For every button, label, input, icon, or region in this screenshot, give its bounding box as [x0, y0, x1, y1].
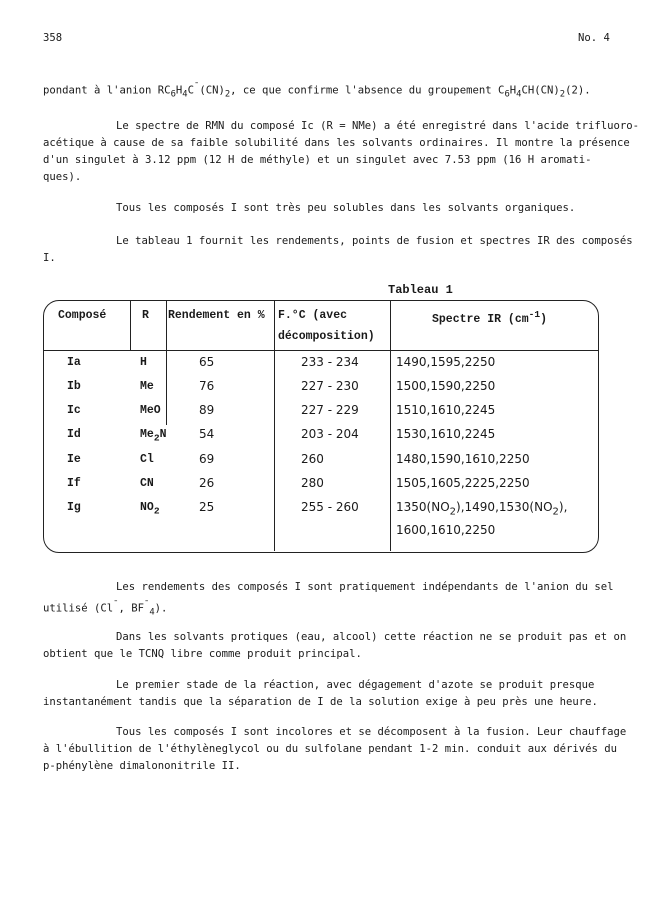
paragraph-6-line-1: Dans les solvants protiques (eau, alcool) cette réaction ne se produit pas et on — [116, 631, 627, 643]
text-span: utilisé (Cl — [43, 602, 114, 615]
subscript: 2 — [559, 89, 566, 100]
text-span: N — [159, 428, 167, 441]
text-span: ). — [154, 602, 168, 615]
cell-ir — [396, 500, 567, 517]
paragraph-8-line-1: Tous les composés I sont incolores et se décomposent à la fusion. Leur chauffage — [116, 726, 627, 738]
subscript: 4 — [516, 89, 522, 100]
paragraph-4-line-2: I. — [43, 252, 56, 264]
text-span: H — [175, 84, 183, 97]
paragraph-6-line-2: obtient que le TCNQ libre comme produit principal. — [43, 648, 362, 660]
cell-r: Me — [140, 380, 154, 393]
cell-ir: 1500,1590,2250 — [396, 379, 496, 393]
cell-r — [140, 501, 160, 516]
paragraph-2-line-1: Le spectre de RMN du composé Ic (R = NMe) a été enregistré dans l'acide trifluoro- — [116, 120, 639, 132]
cell-rendement: 89 — [199, 403, 215, 417]
cell-pf: 260 — [301, 452, 324, 466]
cell-rendement: 65 — [199, 355, 215, 369]
header-r: R — [142, 309, 149, 322]
column-divider — [274, 301, 275, 551]
subscript: 2 — [552, 506, 559, 518]
paragraph-5-line-1: Les rendements des composés I sont pratiquement indépendants de l'anion du sel — [116, 581, 614, 593]
table-title: Tableau 1 — [388, 283, 453, 297]
superscript: ¯ — [144, 600, 150, 610]
cell-compose: Ib — [67, 380, 81, 393]
cell-compose: If — [67, 477, 81, 490]
cell-pf: 280 — [301, 476, 324, 490]
cell-pf: 227 - 230 — [301, 379, 359, 393]
subscript: 6 — [170, 89, 176, 100]
subscript: 2 — [224, 89, 231, 100]
header-ir — [432, 309, 547, 326]
cell-pf: 203 - 204 — [301, 427, 359, 441]
text-span: H — [509, 84, 517, 97]
cell-compose: Ie — [67, 453, 81, 466]
cell-compose: Id — [67, 428, 81, 441]
header-rendement: Rendement en % — [168, 309, 265, 322]
cell-ir: 1505,1605,2225,2250 — [396, 476, 530, 490]
cell-pf: 255 - 260 — [301, 500, 359, 514]
subscript: 6 — [504, 89, 510, 100]
paragraph-5-line-2 — [43, 598, 167, 620]
cell-compose: Ia — [67, 356, 81, 369]
text-span: C — [187, 84, 194, 97]
superscript: ¯ — [194, 82, 200, 92]
text-span: (CN) — [199, 84, 225, 97]
page-number: 358 — [43, 32, 63, 44]
paragraph-4-line-1: Le tableau 1 fournit les rendements, points de fusion et spectres IR des composés — [116, 235, 633, 247]
paragraph-8-line-2: à l'ébullition de l'éthylèneglycol ou du sulfolane pendant 1-2 min. conduit aux dérivés du — [43, 743, 618, 755]
cell-rendement: 69 — [199, 452, 215, 466]
cell-r: H — [140, 356, 147, 369]
cell-rendement: 54 — [199, 427, 215, 441]
column-divider — [130, 301, 131, 351]
subscript: 4 — [182, 89, 188, 100]
cell-pf: 233 - 234 — [301, 355, 359, 369]
superscript: ¯ — [113, 600, 119, 610]
paragraph-2-line-4: ques). — [43, 171, 82, 183]
cell-ir: 1480,1590,1610,2250 — [396, 452, 530, 466]
issue-number: No. 4 — [578, 32, 610, 44]
cell-rendement: 26 — [199, 476, 215, 490]
text-span: , ce que confirme l'absence du groupement C — [230, 84, 505, 97]
paragraph-7-line-2: instantanément tandis que la séparation de I de la solution exige à peu près une heure. — [43, 696, 598, 708]
cell-ir-line-2: 1600,1610,2250 — [396, 523, 496, 537]
text-span: 1350(NO — [396, 500, 450, 514]
text-span: , BF — [118, 602, 145, 615]
cell-r: Cl — [140, 453, 154, 466]
cell-r: MeO — [140, 404, 161, 417]
cell-ir: 1530,1610,2245 — [396, 427, 496, 441]
text-span: ), — [558, 500, 568, 514]
text-span: pondant à l'anion RC — [43, 84, 171, 97]
paragraph-1 — [43, 80, 591, 102]
subscript: 2 — [153, 432, 160, 444]
column-divider — [390, 301, 391, 551]
cell-rendement: 76 — [199, 379, 215, 393]
cell-ir: 1510,1610,2245 — [396, 403, 496, 417]
paragraph-3: Tous les composés I sont très peu solubles dans les solvants organiques. — [116, 202, 576, 214]
paragraph-7-line-1: Le premier stade de la réaction, avec dégagement d'azote se produit presque — [116, 679, 595, 691]
cell-pf: 227 - 229 — [301, 403, 359, 417]
subscript: 4 — [149, 607, 155, 618]
paragraph-2-line-3: d'un singulet à 3.12 ppm (12 H de méthyle) et un singulet avec 7.53 ppm (16 H aromati- — [43, 154, 592, 166]
text-span: NO — [140, 501, 154, 514]
header-pf-line-2: décomposition) — [278, 330, 375, 343]
superscript: -1 — [528, 309, 541, 320]
text-span: Me — [140, 428, 154, 441]
cell-compose: Ig — [67, 501, 81, 514]
header-pf-line-1: F.°C (avec — [278, 309, 348, 322]
text-span: ),1490,1530(NO — [456, 500, 553, 514]
column-divider — [166, 301, 167, 425]
cell-r — [140, 428, 166, 443]
text-span: ) — [540, 312, 548, 326]
cell-ir: 1490,1595,2250 — [396, 355, 496, 369]
table-header-divider — [44, 350, 598, 351]
header-compose: Composé — [58, 309, 107, 322]
subscript: 2 — [153, 505, 160, 517]
text-span: (2). — [565, 84, 591, 97]
text-span: Spectre IR (cm — [432, 312, 529, 326]
cell-compose: Ic — [67, 404, 81, 417]
subscript: 2 — [449, 506, 457, 518]
text-span: CH(CN) — [521, 84, 560, 97]
paragraph-8-line-3: p-phénylène dimalononitrile II. — [43, 760, 241, 772]
cell-r: CN — [140, 477, 154, 490]
paragraph-2-line-2: acétique à cause de sa faible solubilité dans les solvants ordinaires. Il montre la présence — [43, 137, 630, 149]
cell-rendement: 25 — [199, 500, 215, 514]
